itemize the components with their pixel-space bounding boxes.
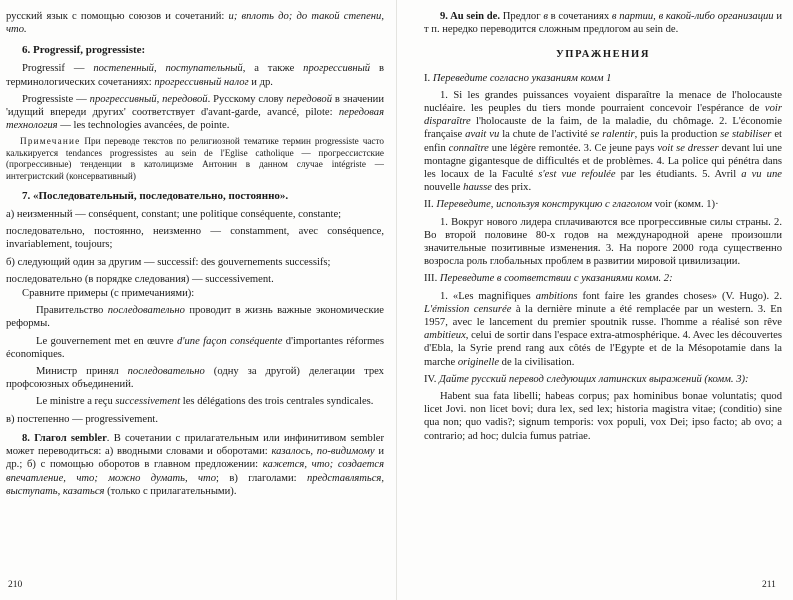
section-7-compare: Сравните примеры (с примечаниями): (22, 288, 195, 300)
section-7-b: б) следующий один за другим — successif: des gouvernements successifs; (6, 256, 331, 268)
book-spine (396, 0, 397, 600)
continuation-paragraph: русский язык с помощью союзов и сочетаний: и; вплоть до; до такой степени, что. (6, 11, 384, 36)
section-8-paragraph: 8. Глагол sembler. В сочетании с прилагательным или инфинитивом sembler может переводиться: а) вводными словами и оборотами: казалось, по-видимому и др.; б) с помощью оборотов в главном предложении: кажется, что; создается впечатление, что; можно думать, что; в) глаголами: представляться, выступать, казаться (только с прилагательными). (6, 432, 384, 497)
right-page (424, 10, 782, 447)
right-page-number: 211 (762, 580, 776, 590)
exercise-1-text: 1. Si les grandes puissances voyaient disparaître la menace de l'holocauste nucléaire. les peuples du tiers monde pourraient concevoir l'espérance de voir disparaître l'holocauste de la faim, de la maladie, du chômage. 2. L'économie française avait vu la chute de l'activité se ralentir, puis la production se stabiliser et enfin connaître une légère remontée. 3. Ce jeune pays voit se dresser devant lui une montagne gigantesque de difficultés et de problèmes. 4. La police qui pénétra dans les locaux de la Faculté s'est vue refoulée par les étudiants. 5. Avril a vu une nouvelle hausse des prix. (424, 89, 782, 194)
exercise-2-heading: II. Переведите, используя конструкцию с глаголом voir (комм. 1)· (424, 199, 719, 211)
exercise-1-heading: I. Переведите согласно указаниям комм 1 (424, 72, 612, 84)
section-7-example-1: Правительство последовательно проводит в жизнь важные экономические реформы. (6, 305, 384, 330)
section-7-c: в) постепенно — progressivement. (6, 413, 159, 425)
section-7-example-4: Le ministre a reçu successivement les délégations des trois centrales syndicales. (36, 396, 374, 408)
section-7-a: а) неизменный — conséquent, constant; une politique conséquente, constante; (6, 209, 342, 221)
section-9-paragraph: 9. Au sein de. Предлог в в сочетаниях в партии, в какой-либо организации и т п. нередко переводится сложным предлогом au sein de. (424, 11, 783, 36)
section-6-paragraph-2: Progressiste — прогрессивный, передовой. Русскому слову передовой в значении 'идущий впереди других' соответствует d'avant-garde, avancé, pilote: передовая технология — les technologies avancées, de pointe. (6, 93, 385, 132)
exercise-4-text: Habent sua fata libelli; habeas corpus; pax hominibus bonae voluntatis; quod licet Jovi. non licet bovi; dura lex, sed lex; historia magistra vitae; (conditio) sine qua non; quo vadis?; signum temporis: vox populi, vox Dei; ipso facto; ab ovo; a contrario; ad hoc; dulcia fumus patriae. (424, 391, 782, 442)
exercise-2-text: 1. Вокруг нового лидера сплачиваются все прогрессивные силы страны. 2. Во второй половине 80-х годов на международной арене произошли значительные позитивные изменения. 3. На пороге 2000 года существенно возросла роль глобальных проблем в развитии мировой цивилизации. (424, 216, 782, 268)
section-7-heading: 7. «Последовательный, последовательно, постоянно». (22, 190, 289, 203)
left-page (6, 10, 384, 502)
section-6-paragraph-1: Progressif — постепенный, поступательный, а также прогрессивный в терминологических сочетаниях: прогрессивный налог и др. (6, 63, 384, 88)
exercises-title: УПРАЖНЕНИЯ (556, 49, 650, 61)
exercise-3-heading: III. Переведите в соответствии с указаниями комм. 2: (424, 273, 673, 285)
section-6-heading: 6. Progressif, progressiste: (22, 44, 146, 57)
left-page-number: 210 (8, 580, 23, 590)
section-7-b-2: последовательно (в порядке следования) — successivement. (6, 273, 274, 285)
section-7-a-2: последовательно, постоянно, неизменно — constamment, avec conséquence, invariablement, toujours; (6, 226, 384, 251)
section-6-note: Примечание При переводе текстов по религиозной тематике термин progressiste часто калькируется tendances progressistes au sein de l'Eglise catholique — прогрессистские (прогрессивные) тенденции в католицизме Антонин в данном случае intégriste — интегристский (консервативный) (6, 136, 384, 181)
exercise-3-text: 1. «Les magnifiques ambitions font faire les grandes choses» (V. Hugo). 2. L'émission censurée à la dernière minute a été remplacée par un western. 3. En 1957, avec le lancement du premier spoutnik russe. l'homme a réalisé son rêve ambitieux, celui de sortir dans l'espace extra-atmosphérique. 4. Avec les découvertes d'Ebla, la Syrie prend rang aux côtés de l'Egypte et de la Mésopotamie dans la marche originelle de la civilisation. (424, 290, 783, 368)
section-7-example-3: Министр принял последовательно (одну за другой) делегации трех профсоюзных объединений. (6, 366, 384, 391)
exercise-4-heading: IV. Дайте русский перевод следующих латинских выражений (комм. 3): (424, 373, 749, 385)
section-7-example-2: Le gouvernement met en œuvre d'une façon conséquente d'importantes réformes économiques. (6, 335, 385, 360)
